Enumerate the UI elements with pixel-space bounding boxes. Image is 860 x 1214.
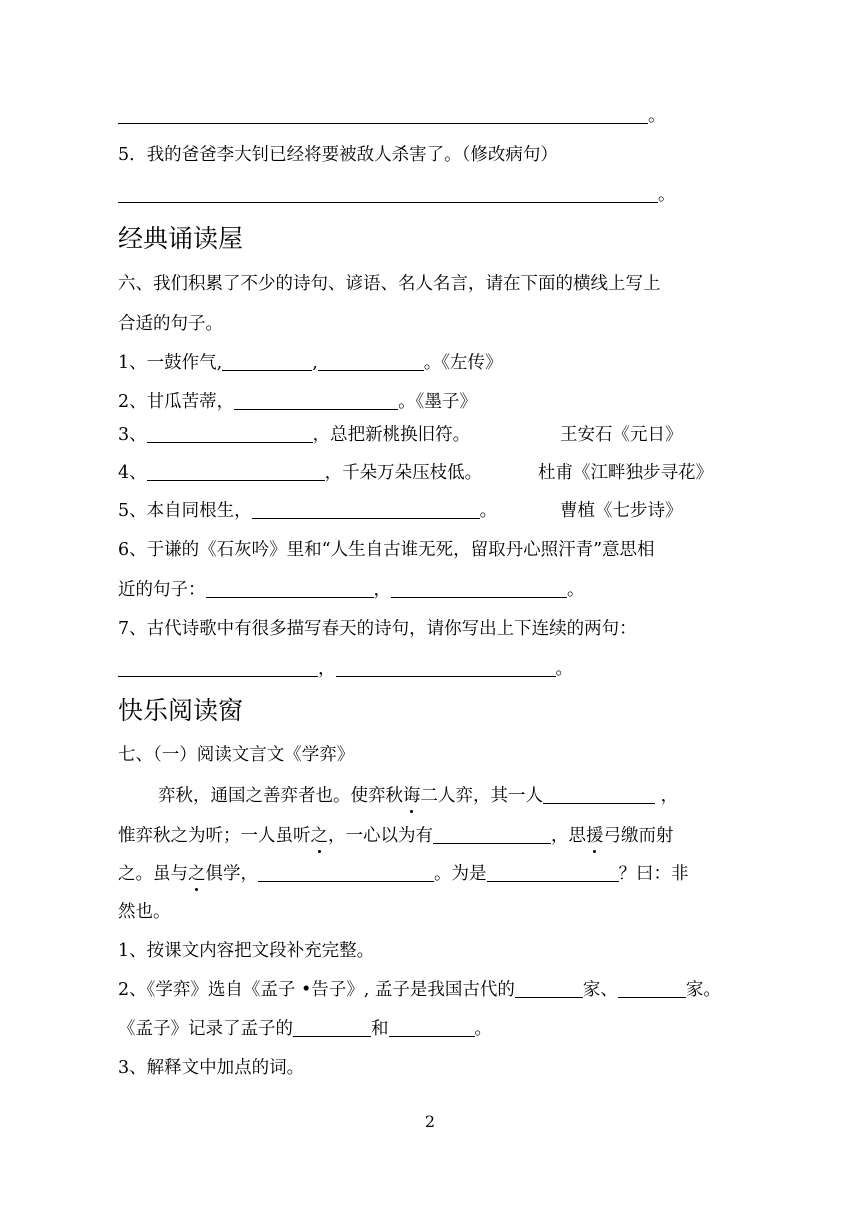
item-2-prefix: 2、甘瓜苦蒂， bbox=[118, 392, 235, 412]
passage-text: 之。虽与 bbox=[118, 864, 188, 884]
blank[interactable] bbox=[391, 579, 567, 598]
sub-question-2-text: 和 bbox=[371, 1019, 389, 1039]
sub-question-2-text: 家。 bbox=[685, 980, 721, 1000]
passage-text: ？曰：非 bbox=[618, 864, 689, 884]
blank[interactable] bbox=[118, 658, 318, 677]
item-3-text: ，总把新桃换旧符。 bbox=[312, 425, 471, 445]
item-4-prefix: 4、 bbox=[118, 463, 147, 483]
blank[interactable] bbox=[515, 979, 583, 998]
passage-text: ， bbox=[655, 786, 679, 806]
blank[interactable] bbox=[234, 391, 398, 410]
question-6-intro-cont bbox=[118, 312, 223, 336]
item-2 bbox=[118, 390, 477, 414]
blank[interactable] bbox=[618, 979, 686, 998]
blank[interactable] bbox=[147, 462, 325, 481]
item-7-text: 7、古代诗歌中有很多描写春天的诗句，请你写出上下连续的两句： bbox=[118, 619, 637, 639]
blank[interactable] bbox=[118, 184, 658, 203]
sub-question-2-text: 。 bbox=[474, 1019, 492, 1039]
item-5-prefix: 5、本自同根生， bbox=[118, 501, 252, 521]
item-3 bbox=[118, 423, 470, 447]
passage-text: 俱学， bbox=[205, 864, 258, 884]
passage-line-4: 然也。 bbox=[118, 902, 171, 922]
item-6-answer bbox=[118, 578, 585, 602]
item-6-text: 6、于谦的《石灰吟》里和“人生自古谁无死，留取丹心照汗青”意思相 bbox=[118, 540, 655, 560]
period: 。 bbox=[648, 106, 666, 126]
question-6-intro bbox=[118, 272, 661, 296]
period: 。 bbox=[479, 501, 498, 521]
item-1-prefix: 1、一鼓作气, bbox=[118, 353, 223, 373]
blank[interactable] bbox=[318, 352, 424, 371]
sub-question-1: 1、按课文内容把文段补充完整。 bbox=[118, 941, 375, 961]
period: 。 bbox=[658, 185, 676, 205]
comma: ， bbox=[318, 659, 336, 679]
passage-text: 二人弈，其一人 bbox=[420, 786, 543, 806]
answer-line-1 bbox=[118, 104, 666, 128]
comma: ， bbox=[373, 580, 391, 600]
passage-line-3 bbox=[118, 862, 689, 886]
period: 。 bbox=[555, 659, 573, 679]
passage-text: 惟弈秋之为听；一人虽听 bbox=[118, 826, 311, 846]
blank[interactable] bbox=[389, 1018, 475, 1037]
blank[interactable] bbox=[252, 500, 480, 519]
item-2-source: 。《墨子》 bbox=[398, 392, 477, 412]
question-7-title: 七、（一）阅读文言文《学弈》 bbox=[118, 745, 355, 765]
passage-text: 。为是 bbox=[434, 864, 487, 884]
section-heading-classic: 经典诵读屋 bbox=[118, 224, 244, 253]
passage-text: ，一心以为有 bbox=[328, 826, 433, 846]
item-4-source: 杜甫《江畔独步寻花》 bbox=[538, 463, 713, 483]
sub-question-3: 3、解释文中加点的词。 bbox=[118, 1058, 305, 1078]
blank[interactable] bbox=[118, 105, 648, 124]
question-5 bbox=[118, 143, 558, 167]
blank[interactable] bbox=[147, 424, 313, 443]
dotted-word: 诲 bbox=[403, 786, 421, 806]
item-5-source: 曹植《七步诗》 bbox=[560, 501, 683, 521]
sub-question-2 bbox=[118, 978, 721, 1002]
passage-text: ，思 bbox=[551, 826, 586, 846]
sub-question-2-text: 家、 bbox=[582, 980, 618, 1000]
item-6 bbox=[118, 538, 655, 562]
blank[interactable] bbox=[222, 352, 312, 371]
sub-question-2-text: 2、《学弈》选自《孟子 •告子》, 孟子是我国古代的 bbox=[118, 980, 515, 1000]
blank[interactable] bbox=[206, 579, 374, 598]
passage-line-2 bbox=[118, 824, 674, 848]
period: 。 bbox=[567, 580, 585, 600]
dotted-word: 之 bbox=[310, 826, 328, 846]
page-number: 2 bbox=[424, 1112, 436, 1131]
passage-line-1 bbox=[158, 784, 678, 808]
dotted-word: 援 bbox=[586, 826, 604, 846]
blank[interactable] bbox=[487, 863, 619, 882]
intro-line-2: 合适的句子。 bbox=[118, 314, 223, 334]
item-7-answer bbox=[118, 657, 573, 681]
intro-line-1: 六、我们积累了不少的诗句、谚语、名人名言，请在下面的横线上写上 bbox=[118, 274, 661, 294]
item-7 bbox=[118, 617, 637, 641]
answer-line-2 bbox=[118, 183, 676, 207]
blank[interactable] bbox=[258, 863, 434, 882]
blank[interactable] bbox=[293, 1018, 371, 1037]
blank[interactable] bbox=[336, 658, 556, 677]
item-3-source: 王安石《元日》 bbox=[560, 425, 683, 445]
sub-question-2-cont bbox=[118, 1017, 492, 1041]
section-heading-reading: 快乐阅读窗 bbox=[118, 696, 244, 725]
item-1 bbox=[118, 351, 503, 375]
blank[interactable] bbox=[543, 785, 655, 804]
item-3-prefix: 3、 bbox=[118, 425, 147, 445]
item-5 bbox=[118, 499, 497, 523]
item-6-prefix: 近的句子： bbox=[118, 580, 206, 600]
passage-text: 弓缴而射 bbox=[603, 826, 674, 846]
item-4 bbox=[118, 461, 482, 485]
sub-question-2-text: 《孟子》记录了孟子的 bbox=[118, 1019, 293, 1039]
item-1-source: 。《左传》 bbox=[423, 353, 503, 373]
passage-text: 弈秋，通国之善弈者也。使弈秋 bbox=[158, 786, 403, 806]
dotted-word: 之 bbox=[188, 864, 206, 884]
question-5-text: 5．我的爸爸李大钊已经将要被敌人杀害了。（修改病句） bbox=[118, 145, 558, 165]
item-4-text: ，千朵万朵压枝低。 bbox=[324, 463, 483, 483]
comma: , bbox=[312, 353, 318, 373]
blank[interactable] bbox=[433, 825, 551, 844]
